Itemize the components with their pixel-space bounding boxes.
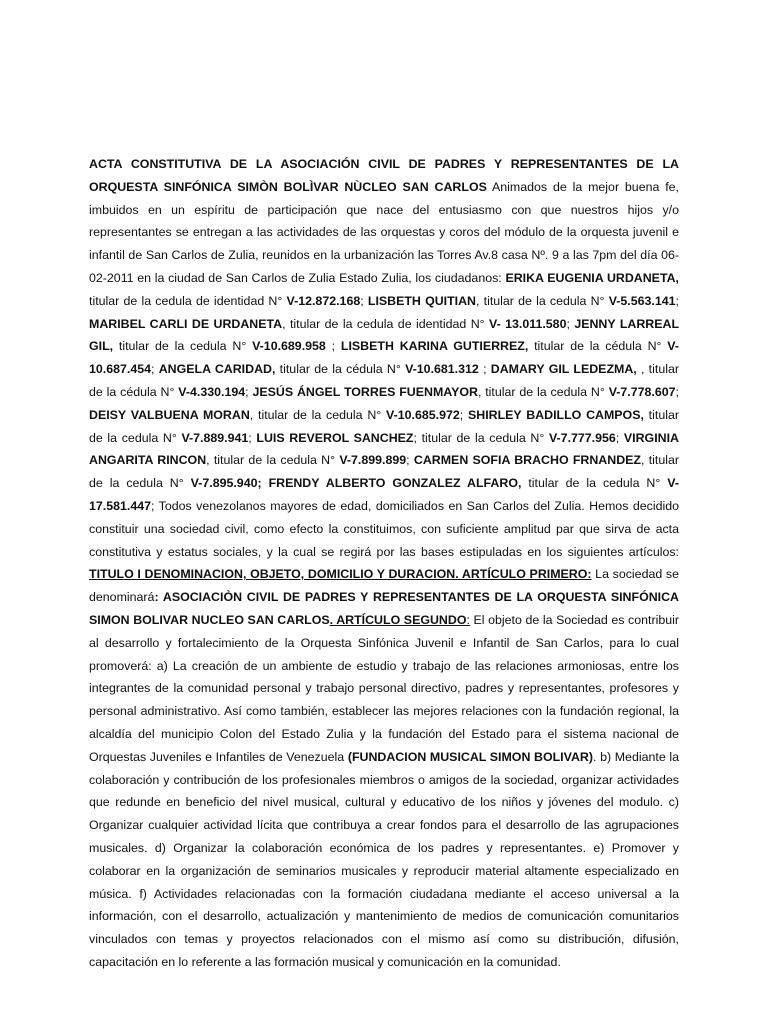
text-run: JESÚS ÁNGEL TORRES FUENMAYOR xyxy=(252,384,478,399)
text-run: titular de la cedula de identidad N° xyxy=(89,293,287,308)
text-run: , titular de la cedula N° xyxy=(249,407,387,422)
text-run: : ASOCIACIÒN CIVIL DE PADRES Y REPRESENTANTES DE LA ORQUESTA SINFÓNICA SIMON BOLIVAR NUCLEO SAN CARLOS xyxy=(89,590,679,627)
text-run: ACTA CONSTITUTIVA DE LA ASOCIACIÓN CIVIL DE PADRES Y REPRESENTANTES DE LA ORQUESTA SINFÓNICA SIMÒN BOLÌVAR NÙCLEO SAN CARLOS xyxy=(89,157,679,194)
text-run: ; Todos venezolanos mayores de edad, domiciliados en San Carlos del Zulia. Hemos decidido constituir una sociedad civil, como efecto la constituimos, con suficiente amplitud par que sirva de acta constitutiva y estatus sociales, y la cual se regirá por las bases estipuladas en los siguientes artículos: xyxy=(89,498,679,559)
text-run: TITULO I DENOMINACION, OBJETO, DOMICILIO Y DURACION. ARTÍCULO PRIMERO: xyxy=(89,567,592,582)
text-run: ; xyxy=(151,362,159,377)
text-run: ; xyxy=(245,384,253,399)
text-run: CARMEN SOFIA BRACHO FRNANDEZ xyxy=(413,453,641,468)
text-run: V-10.687.454 xyxy=(89,339,679,377)
text-run: V-7.889.941 xyxy=(181,430,249,445)
text-run: El objeto de la Sociedad es contribuir al desarrollo y fortalecimiento de la Orquesta Sinfónica Juvenil e Infantil de San Carlos, para lo cual promoverá: a) La creación de un ambiente de estudio y trabajo de las relaciones armoniosas, entre los integrantes de la comunidad personal y trabajo personal directivo, padres y representantes, profesores y personal administrativo. Así como también, establecer las mejores relaciones con la fundación regional, la alcaldía del municipio Colon del Estado Zulia y la fundación del Estado para el sistema nacional de Orquestas Juveniles e Infantiles de Venezuela xyxy=(89,612,679,764)
text-run: ; xyxy=(478,362,491,377)
text-run: ; xyxy=(566,316,575,331)
text-run: VIRGINIA ANGARITA RINCON xyxy=(89,430,679,468)
text-run: ; xyxy=(325,339,341,354)
text-run: V- 17.581.447 xyxy=(89,476,679,513)
text-run: , titular de la cedula N° xyxy=(476,293,609,308)
text-run: La sociedad se denominará xyxy=(89,567,679,605)
text-run: SHIRLEY BADILLO CAMPOS, xyxy=(467,407,644,422)
text-run: . xyxy=(329,612,337,627)
document-page xyxy=(89,153,679,974)
text-run: : xyxy=(466,612,470,627)
text-run: , titular de la cedula N° xyxy=(206,453,340,468)
text-run: , titular de la cedula N° xyxy=(477,384,609,399)
text-run: V-10.681.312 xyxy=(405,362,479,377)
text-run: titular de la cédula N° xyxy=(528,339,668,354)
text-run: titular de la cedula N° xyxy=(113,339,253,354)
text-run: . b) Mediante la colaboración y contribución de los profesionales miembros o amigos de la sociedad, organizar actividades que redunde en beneficio del nivel musical, cultural y educativo de los niños y jóvenes del modulo. c) Organizar cualquier actividad lícita que contribuya a crear fondos para el desarrollo de las agrupaciones musicales. d) Organizar la colaboración económica de los padres y representantes. e) Promover y colaborar en la organización de seminarios musicales y reproducir material altamente especializado en música. f) Actividades relacionadas con la formación ciudadana mediante el acceso universal a la información, con el desarrollo, actualización y mantenimiento de medios de comunicación comunitarios vinculados con temas y proyectos relacionados con el mismo así como su distribución, difusión, capacitación en lo referente a las formación musical y comunicación en la comunidad. xyxy=(89,749,679,969)
text-run: (FUNDACION MUSICAL SIMON BOLIVAR) xyxy=(347,749,593,764)
text-run: ; xyxy=(675,384,679,399)
text-run: titular de la cedula N° xyxy=(521,476,668,491)
text-run: V-10.685.972 xyxy=(386,407,460,422)
text-run: ERIKA EUGENIA URDANETA, xyxy=(505,270,679,285)
text-run: V-5.563.141 xyxy=(608,293,676,308)
text-run: LUIS REVEROL SANCHEZ xyxy=(256,430,414,445)
text-run: ; xyxy=(360,293,368,308)
text-run: , titular de la cedula N° xyxy=(89,453,679,491)
text-run: ; titular de la cedula N° xyxy=(413,430,549,445)
text-run: V-4.330.194 xyxy=(178,384,246,399)
document-body xyxy=(89,153,679,974)
text-run: ; xyxy=(615,430,624,445)
text-run: V-12.872.168 xyxy=(286,293,361,308)
text-run: DAMARY GIL LEDEZMA, xyxy=(490,362,637,377)
text-run: LISBETH KARINA GUTIERREZ, xyxy=(340,339,529,354)
text-run: LISBETH QUITIAN xyxy=(367,293,476,308)
text-run: DEISY VALBUENA MORAN xyxy=(89,407,250,422)
text-run: V-10.689.958 xyxy=(252,339,326,354)
text-run: , titular de la cedula de identidad N° xyxy=(282,316,490,331)
text-run: Animados de la mejor buena fe, imbuidos en un espíritu de participación que nace del entusiasmo con que nuestros hijos y/o representantes se entregan a las actividades de las orquestas y coros del módulo de la orquesta juvenil e infantil de San Carlos de Zulia, reunidos en la urbanización las Torres Av.8 casa Nº. 9 a las 7pm del día 06-02-2011 en la ciudad de San Carlos de Zulia Estado Zulia, los ciudadanos: xyxy=(89,179,679,285)
text-run: ; xyxy=(459,407,468,422)
text-run: JENNY LARREAL GIL, xyxy=(89,316,680,354)
text-run: ; xyxy=(675,293,679,308)
text-run: V-7.899.899 xyxy=(339,453,407,468)
text-run: titular de la cédula N° xyxy=(275,362,406,377)
text-run: MARIBEL CARLI DE URDANETA xyxy=(89,316,283,331)
text-run: ARTÍCULO SEGUNDO xyxy=(336,612,467,627)
text-run: V-7.777.956 xyxy=(548,430,616,445)
text-run: ; xyxy=(406,453,414,468)
text-run: V-7.895.940; FRENDY ALBERTO GONZALEZ ALFARO, xyxy=(190,476,522,491)
text-run: ; xyxy=(248,430,257,445)
text-run: , titular de la cédula N° xyxy=(89,362,679,399)
text-run: V- 13.011.580 xyxy=(489,316,567,331)
text-run: titular de la cedula N° xyxy=(89,407,679,445)
text-run: V-7.778.607 xyxy=(608,384,676,399)
text-run: ANGELA CARIDAD, xyxy=(158,362,276,377)
